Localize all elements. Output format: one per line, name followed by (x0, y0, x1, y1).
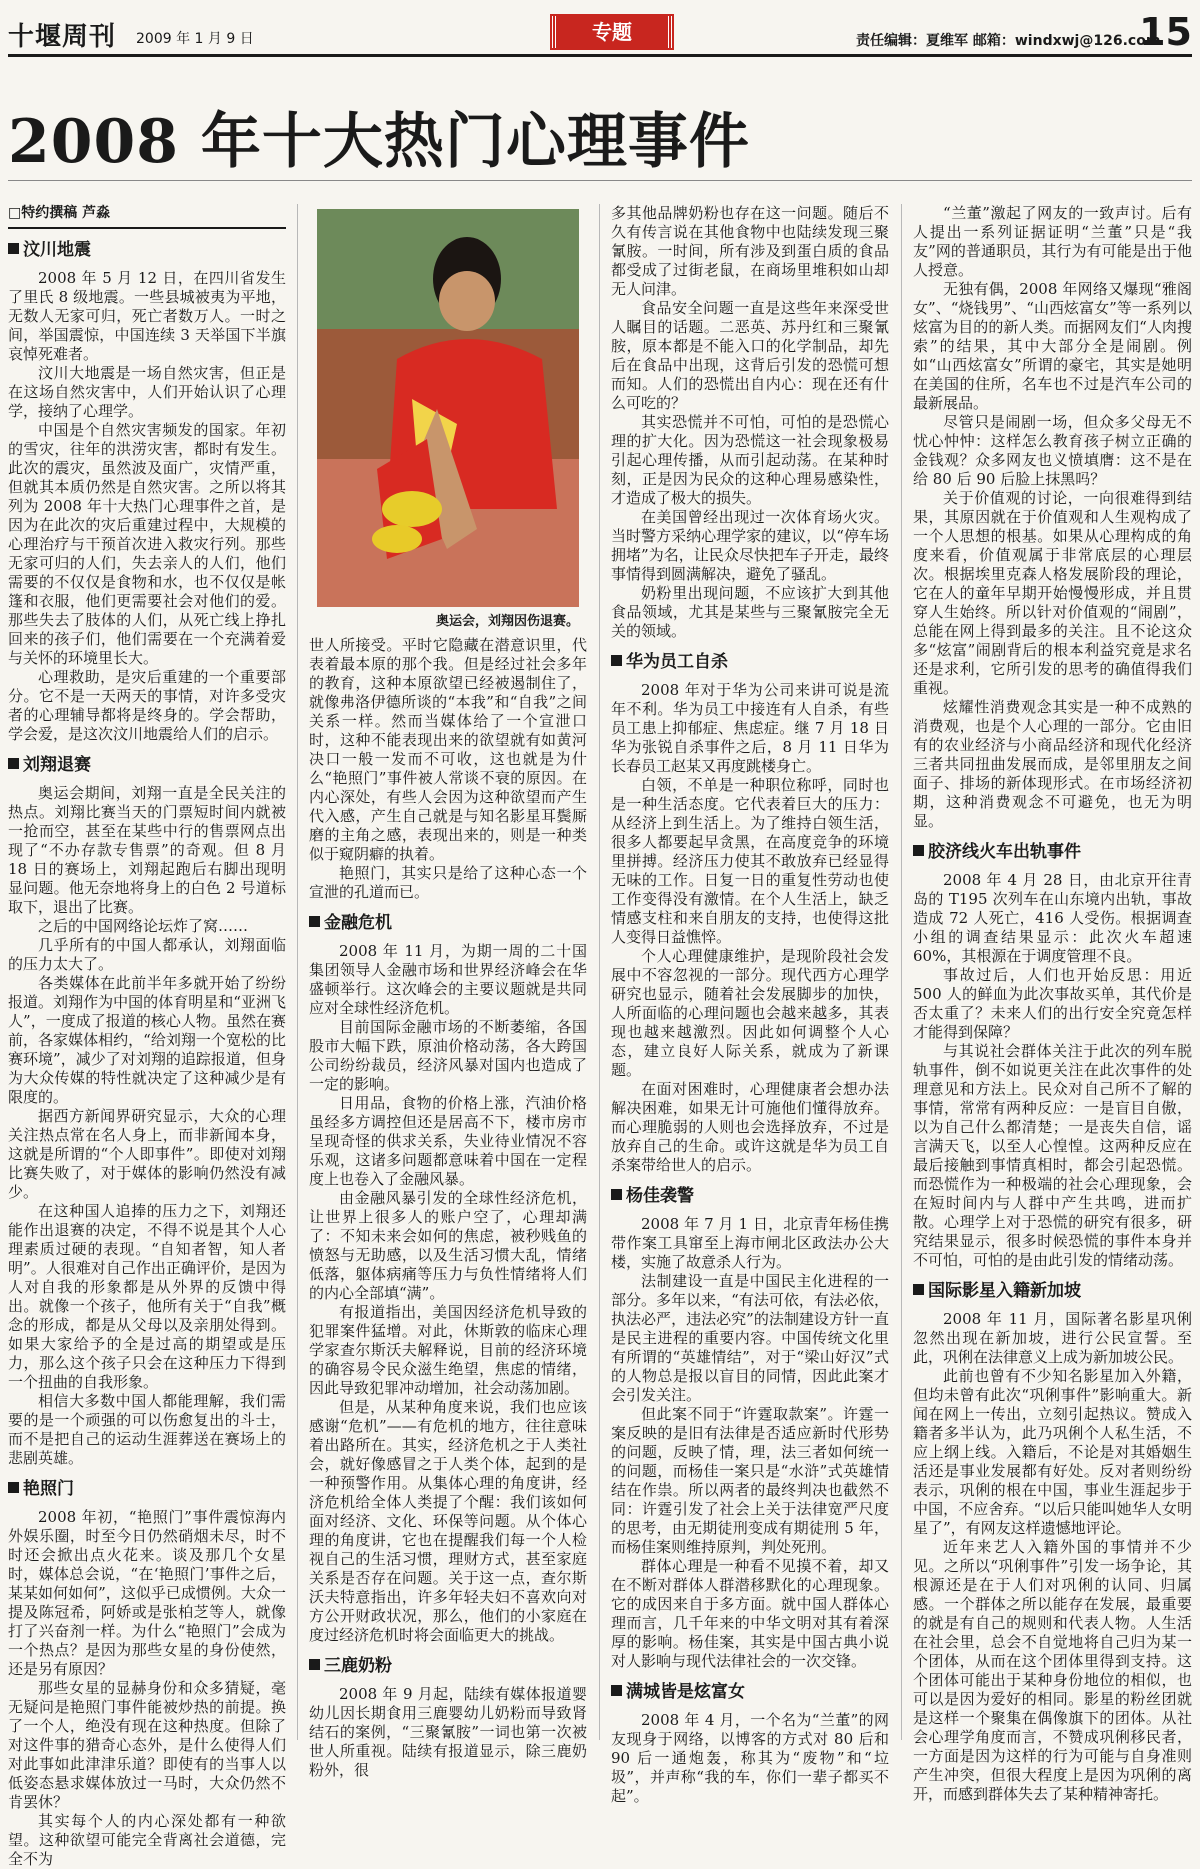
paragraph: 由金融风暴引发的全球性经济危机，让世界上很多人的账户空了，心理却满了：不知未来会如何的焦虑，被秒贱鱼的愤怒与无助感，以及生活习惯大乱，情绪低落，躯体病痛等压力与负性情绪将人们的内心全部填“满”。 (309, 1189, 587, 1302)
page-headline: 2008 年十大热门心理事件 (8, 107, 750, 177)
column-1 (8, 204, 286, 1869)
paragraph: 在美国曾经出现过一次体育场火灾。当时警方采纳心理学家的建议，以“停车场拥堵”为名，让民众尽快把车子开走，最终事情得到圆满解决，避免了骚乱。 (611, 508, 889, 583)
paragraph: 事故过后，人们也开始反思：用近 500 人的鲜血为此次事故买单，其代价是否太重了？未来人们的出行安全究竟怎样才能得到保障？ (913, 966, 1192, 1041)
section-heading: 国际影星入籍新加坡 (913, 1280, 1192, 1302)
paragraph: 其实恐慌并不可怕，可怕的是恐慌心理的扩大化。因为恐慌这一社会现象极易引起心理传播，从而引起动荡。在某种时刻，正是因为民众的这种心理易感染性，才造成了极大的损失。 (611, 413, 889, 507)
headline-rule (8, 180, 1192, 181)
paragraph: 2008 年初，“艳照门”事件震惊海内外娱乐圈，时至今日仍然硝烟未尽，时不时还会掀出点火花来。谈及那几个女星时，媒体总会说，“在‘艳照门’事件之后，某某如何如何”，这似乎已成惯例。大众一提及陈冠希，阿娇或是张柏芝等人，就像打了兴奋剂一样。为什么“艳照门”会成为一个热点？是因为那些女星的身份使然，还是另有原因？ (8, 1508, 286, 1678)
paragraph: 但是，从某种角度来说，我们也应该感谢“危机”——有危机的地方，往往意味着出路所在。其实，经济危机之于人类社会，就好像感冒之于人类个体，起到的是一种预警作用。从集体心理的角度讲，经济危机给全体人类提了个醒：我们该如何面对经济、文化、环保等问题。从个体心理的角度讲，它也在提醒我们每一个人检视自己的生活习惯，理财方式，甚至家庭关系是否存在问题。关于这一点，查尔斯沃夫特意指出，许多年轻夫妇不喜欢向对方公开财政状况，那么，他们的小家庭在度过经济危机时将会面临更大的挑战。 (309, 1398, 587, 1644)
square-bullet-icon (611, 1685, 622, 1696)
page-number: 15 (1139, 10, 1192, 54)
square-bullet-icon (611, 655, 622, 666)
paragraph: 多其他品牌奶粉也存在这一问题。随后不久有传言说在其他食物中也陆续发现三聚氰胺。一时间，所有涉及到蛋白质的食品都受成了过街老鼠，在商场里堆积如山却无人问津。 (611, 204, 889, 298)
section-heading: 汶川地震 (8, 239, 286, 261)
section-heading: 胶济线火车出轨事件 (913, 841, 1192, 863)
square-bullet-icon (611, 1189, 622, 1200)
paper-name: 十堰周刊 (8, 22, 117, 52)
paragraph: 无独有偶，2008 年网络又爆现“雅阁女”、“烧钱男”、“山西炫富女”等一系列以炫富为目的的新人类。而据网友们“人肉搜索”的结果，其中大部分全是闹剧。例如“山西炫富女”所谓的豪宅，其实是她明在美国的住所，名车也不过是汽车公司的最新展品。 (913, 280, 1192, 412)
paragraph: 在这种国人追捧的压力之下，刘翔还能作出退赛的决定，不得不说是其个人心理素质过硬的表现。“自知者智，知人者明”。人很难对自己作出正确评价，是因为人对自我的形象都是从外界的反馈中得出。就像一个孩子，他所有关于“自我”概念的形成，都是从父母以及亲朋处得到。如果大家给予的全是过高的期望或是压力，那么这个孩子只会在这种压力下得到一个扭曲的自我形象。 (8, 1202, 286, 1391)
paragraph: 白领，不单是一种职位称呼，同时也是一种生活态度。它代表着巨大的压力：从经济上到生活上。为了维持白领生活，很多人都要起早贪黑，在高度竞争的环境里拼搏。经济压力使其不敢放弃已经显得无味的工作。日复一日的重复性劳动也使工作变得没有激情。在个人生活上，缺乏情感支柱和来自朋友的支持，也使得这批人变得日益憔悴。 (611, 776, 889, 946)
column-2 (309, 636, 587, 1780)
paragraph: 中国是个自然灾害频发的国家。年初的雪灾，往年的洪涝灾害，都时有发生。此次的震灾，虽然波及面广，灾情严重，但就其本质仍然是自然灾害。之所以将其列为 2008 年十大热门心理事件之首，是因为在此次的灾后重建过程中，大规模的心理治疗与干预首次进入救灾行列。那些无家可归的人们，失去亲人的人们，他们需要的不仅仅是食物和水，也不仅仅是帐篷和衣服，他们更需要社会对他们的爱。那些失去了肢体的人们，从死亡线上挣扎回来的孩子们，他们需要在一个充满着爱与关怀的环境里长大。 (8, 421, 286, 667)
column-3 (611, 204, 889, 1806)
paragraph: 2008 年 11 月，为期一周的二十国集团领导人金融市场和世界经济峰会在华盛顿举行。这次峰会的主要议题就是共同应对全球性经济危机。 (309, 942, 587, 1017)
paragraph: 2008 年 4 月 28 日，由北京开往青岛的 T195 次列车在山东境内出轨，事故造成 72 人死亡，416 人受伤。根据调查小组的调查结果显示：此次火车超速 60%，其根源在于调度管理不良。 (913, 871, 1192, 965)
paragraph: 目前国际金融市场的不断萎缩，各国股市大幅下跌，原油价格动荡，各大跨国公司纷纷裁员，经济风暴对国内也造成了一定的影响。 (309, 1018, 587, 1093)
paragraph: 尽管只是闹剧一场，但众多父母无不忧心忡忡：这样怎么教育孩子树立正确的金钱观？众多网友也义愤填膺：这不是在给 80 后 90 后脸上抹黑吗？ (913, 413, 1192, 488)
square-bullet-icon (309, 916, 320, 927)
paragraph: 关于价值观的讨论，一向很难得到结果，其原因就在于价值观和人生观构成了一个人思想的根基。如果从心理构成的角度来看，价值观属于非常底层的心理层次。根据埃里克森人格发展阶段的理论，它在人的童年早期开始慢慢形成，并且贯穿人生始终。所以针对价值观的“闹剧”，总能在网上得到最多的关注。且不论这众多“炫富”闹剧背后的根本利益究竟是求名还是求利，它所引发的思考的确值得我们重视。 (913, 489, 1192, 697)
paragraph: 群体心理是一种看不见摸不着，却又在不断对群体人群潜移默化的心理现象。它的成因来自于多方面。就中国人群体心理而言，几千年来的中华文明对其有着深厚的影响。杨佳案，其实是中国古典小说对人影响与现代法律社会的一次交锋。 (611, 1557, 889, 1670)
paragraph: 个人心理健康维护，是现阶段社会发展中不容忽视的一部分。现代西方心理学研究也显示，随着社会发展脚步的加快，人所面临的心理问题也会越来越多，其表现也越来越激烈。因此如何调整个人心态，建立良好人际关系，就成为了新课题。 (611, 947, 889, 1079)
section-heading: 三鹿奶粉 (309, 1655, 587, 1677)
paragraph: 与其说社会群体关注于此次的列车脱轨事件，倒不如说更关注在此次事件的处理意见和方法上。民众对自己所不了解的事情，常常有两种反应：一是盲目自傲，以为自己什么都清楚；一是丧失自信，谣言满天飞，以至人心惶惶。这两种反应在最后接触到事情真相时，都会引起恐慌。而恐慌作为一种极端的社会心理现象，会在短时间内与人群中产生共鸣，进而扩散。心理学上对于恐慌的研究有很多，研究结果显示，很多时候恐慌的事件本身并不可怕，可怕的是由此引发的情绪动荡。 (913, 1042, 1192, 1269)
editor-info: 责任编辑：夏维军 邮箱：windxwj@126.com (856, 33, 1161, 49)
paragraph: 有报道指出，美国因经济危机导致的犯罪案件猛增。对此，休斯敦的临床心理学家查尔斯沃夫解释说，目前的经济环境的确容易令民众滋生绝望，焦虑的情绪，因此导致犯罪冲动增加，社会动荡加剧。 (309, 1303, 587, 1397)
paragraph: 世人所接受。平时它隐藏在潜意识里，代表着最本原的那个我。但是经过社会多年的教育，这种本原欲望已经被遏制住了，就像弗洛伊德所谈的“本我”和“自我”之间关系一样。然而当媒体给了一个宣泄口时，这种不能表现出来的欲望就有如黄河决口一般一发而不可收，这也就是为什么“艳照门”事件被人常谈不衰的原因。在内心深处，有些人会因为这种欲望而产生代入感，产生自己就是与知名影星耳鬓厮磨的主角之感，表现出来的，则是一种类似于窥阴癖的执着。 (309, 636, 587, 863)
photo-caption: 奥运会，刘翔因伤退赛。 (435, 614, 579, 629)
column-divider (297, 204, 298, 1740)
paragraph: 2008 年对于华为公司来讲可说是流年不利。华为员工中接连有人自杀，有些员工患上抑郁症、焦虑症。继 7 月 18 日华为张锐自杀事件之后，8 月 11 日华为长春员工赵某又再度跳楼身亡。 (611, 681, 889, 775)
paragraph: 据西方新闻界研究显示，大众的心理关注热点常在名人身上，而非新闻本身，这就是所谓的“个人即事件”。即使对刘翔比赛失败了，对于媒体的影响仍然没有减少。 (8, 1107, 286, 1201)
paragraph: 奥运会期间，刘翔一直是全民关注的热点。刘翔比赛当天的门票短时间内就被一抢而空，甚至在某些中行的售票网点出现了“不办存款专售票”的奇观。但 8 月 18 日的赛场上，刘翔起跑后右脚出现明显问题。他无奈地将身上的白色 2 号道标取下，退出了比赛。 (8, 784, 286, 916)
paragraph: 2008 年 11 月，国际著名影星巩俐忽然出现在新加坡，进行公民宣誓。至此，巩俐在法律意义上成为新加坡公民。 (913, 1310, 1192, 1366)
paragraph: 相信大多数中国人都能理解，我们需要的是一个顽强的可以伤愈复出的斗士，而不是把自己的运动生涯葬送在赛场上的悲剧英雄。 (8, 1392, 286, 1467)
paragraph: 艳照门，其实只是给了这种心态一个宣泄的孔道而已。 (309, 864, 587, 901)
section-heading: 刘翔退赛 (8, 754, 286, 776)
square-bullet-icon (8, 243, 19, 254)
paragraph: 2008 年 9 月起，陆续有媒体报道婴幼儿因长期食用三鹿婴幼儿奶粉而导致肾结石的案例，“三聚氰胺”一词也第一次被世人所重视。陆续有报道显示，除三鹿奶粉外，很 (309, 1685, 587, 1779)
paragraph: 日用品，食物的价格上涨，汽油价格虽经多方调控但还是居高不下，楼市房市呈现奇怪的供求关系，失业待业情况不容乐观，这诸多问题都意味着中国在一定程度上也卷入了金融风暴。 (309, 1094, 587, 1188)
paragraph: 法制建设一直是中国民主化进程的一部分。多年以来，“有法可依，有法必依，执法必严，违法必究”的法制建设方针一直是民主进程的重要内容。中国传统文化里有所谓的“英雄情结”，对于“梁山好汉”式的人物总是报以盲目的同情，因此此案才会引发关注。 (611, 1272, 889, 1404)
paragraph: 2008 年 4 月，一个名为“兰董”的网友现身于网络，以博客的方式对 80 后和 90 后一通炮轰，称其为“废物”和“垃圾”，并声称“我的车，你们一辈子都买不起”。 (611, 1711, 889, 1805)
square-bullet-icon (913, 1284, 924, 1295)
square-bullet-icon (913, 845, 924, 856)
paragraph: 几乎所有的中国人都承认，刘翔面临的压力太大了。 (8, 936, 286, 973)
byline: □特约撰稿 芦淼 (8, 204, 286, 229)
paragraph: 炫耀性消费观念其实是一种不成熟的消费观，也是个人心理的一部分。它由旧有的农业经济与小商品经济和现代化经济三者共同扭曲发展而成，是邻里朋友之间面子、排场的新体现形式。在市场经济初期，这种消费观念不可避免，也无为明显。 (913, 698, 1192, 830)
paragraph: 近年来艺人入籍外国的事情并不少见。之所以“巩俐事件”引发一场争论，其根源还是在于人们对巩俐的认同、归属感。一个群体之所以能存在发展，最重要的就是有自己的规则和代表人物。人生活在社会里，总会不自觉地将自己归为某一个团体，从而在这个团体里得到支持。这个团体可能出于某种身份地位的相似，也可以是因为爱好的相同。影星的粉丝团就是这样一个聚集在偶像旗下的团体。从社会心理学角度而言，不赞成巩俐移民者，一方面是因为这样的行为可能与自身准则产生冲突，但很大程度上是因为巩俐的离开，而感到群体失去了某种精神寄托。 (913, 1538, 1192, 1803)
section-badge: 专题 (552, 16, 672, 48)
section-heading: 金融危机 (309, 912, 587, 934)
paragraph: 各类媒体在此前半年多就开始了纷纷报道。刘翔作为中国的体育明星和“亚洲飞人”，一度成了报道的核心人物。虽然在赛前，各家媒体相约，“给刘翔一个宽松的比赛环境”，减少了对刘翔的追踪报道，但身为大众传媒的特性就决定了这种减少是有限度的。 (8, 974, 286, 1106)
paragraph: 2008 年 5 月 12 日，在四川省发生了里氏 8 级地震。一些县城被夷为平地，无数人无家可归，死亡者数万人。一时之间，举国震惊，中国连续 3 天举国下半旗哀悼死难者。 (8, 269, 286, 363)
masthead (8, 10, 1192, 54)
athlete-photo (317, 209, 579, 607)
paragraph: 那些女星的显赫身份和众多猜疑，毫无疑问是艳照门事件能被炒热的前提。换了一个人，绝没有现在这种热度。但除了对这件事的猎奇心态外，是什么使得人们对此事如此津津乐道？即使有的当事人以低姿态悬求媒体放过一马时，大众仍然不肯罢休？ (8, 1679, 286, 1811)
paragraph: 其实每个人的内心深处都有一种欲望。这种欲望可能完全背离社会道德，完全不为 (8, 1812, 286, 1868)
paragraph: 汶川大地震是一场自然灾害，但正是在这场自然灾害中，人们开始认识了心理学，接纳了心理学。 (8, 364, 286, 420)
paragraph: “兰董”激起了网友的一致声讨。后有人提出一系列证据证明“兰董”只是“我友”网的普通职员，其行为有可能是出于他人授意。 (913, 204, 1192, 279)
paragraph: 但此案不同于“许霆取款案”。许霆一案反映的是旧有法律是否适应新时代形势的问题，反映了情，理，法三者如何统一的问题，而杨佳一案只是“水浒”式英雄情结在作祟。所以两者的最终判决也截然不同：许霆引发了社会上关于法律宽严尺度的思考，由无期徒刑变成有期徒刑 5 年，而杨佳案则维持原判，判处死刑。 (611, 1405, 889, 1556)
section-heading: 艳照门 (8, 1478, 286, 1500)
column-4 (913, 204, 1192, 1804)
paragraph: 此前也曾有不少知名影星加入外籍，但均未曾有此次“巩俐事件”影响重大。新闻在网上一传出，立刻引起热议。赞成入籍者多半认为，此乃巩俐个人私生活，不应上纲上线。入籍后，不论是对其婚姻生活还是事业发展都有好处。反对者则纷纷表示，巩俐的根在中国，事业生涯起步于中国，不应舍弃。“以后只能叫她华人女明星了”，有网友这样遗憾地评论。 (913, 1367, 1192, 1537)
paragraph: 2008 年 7 月 1 日，北京青年杨佳携带作案工具窜至上海市闸北区政法办公大楼，实施了故意杀人行为。 (611, 1215, 889, 1271)
issue-date: 2009 年 1 月 9 日 (136, 31, 254, 47)
paragraph: 之后的中国网络论坛炸了窝…… (38, 917, 249, 935)
section-heading: 杨佳袭警 (611, 1185, 889, 1207)
square-bullet-icon (8, 1482, 19, 1493)
column-divider (599, 204, 600, 1740)
paragraph: 心理救助，是灾后重建的一个重要部分。它不是一天两天的事情，对许多受灾者的心理辅导都将是终身的。学会帮助，学会爱，是这次汶川地震给人们的启示。 (8, 668, 286, 743)
paragraph: 奶粉里出现问题，不应该扩大到其他食品领域，尤其是某些与三聚氰胺完全无关的领域。 (611, 584, 889, 640)
square-bullet-icon (8, 758, 19, 769)
masthead-rule (8, 54, 1192, 57)
column-divider (901, 204, 902, 1740)
section-heading: 华为员工自杀 (611, 651, 889, 673)
paragraph: 在面对困难时，心理健康者会想办法解决困难，如果无计可施他们懂得放弃。而心理脆弱的人则也会选择放弃，不过是放弃自己的生命。或许这就是华为员工自杀案带给世人的启示。 (611, 1080, 889, 1174)
square-bullet-icon (309, 1659, 320, 1670)
section-heading: 满城皆是炫富女 (611, 1681, 889, 1703)
paragraph: 食品安全问题一直是这些年来深受世人瞩目的话题。二恶英、苏丹红和三聚氰胺，原本都是不能入口的化学制品，却先后在食品中出现，这背后引发的恐慌可想而知。人们的恐慌出自内心：现在还有什么可吃的？ (611, 299, 889, 412)
